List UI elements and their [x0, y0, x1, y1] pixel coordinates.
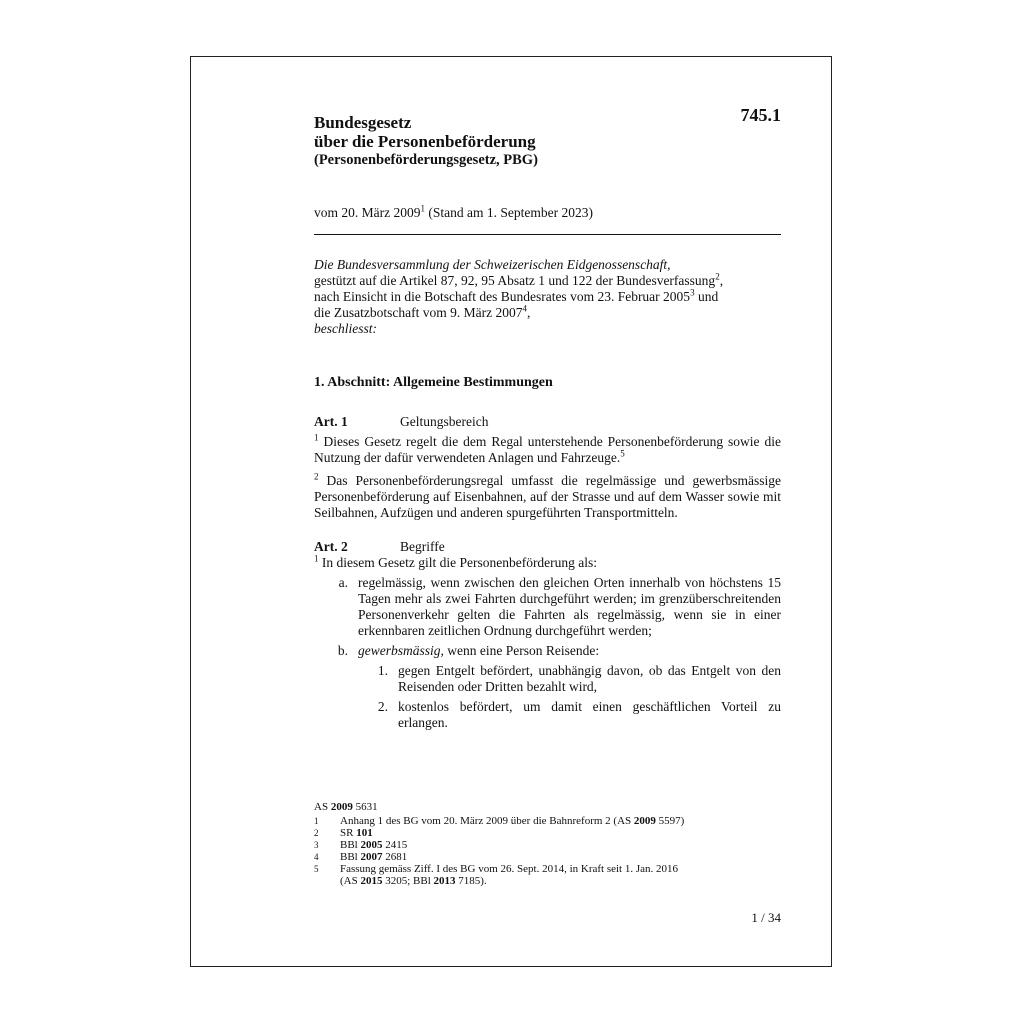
fn-bold: 2009: [633, 815, 656, 827]
fn-text: Anhang 1 des BG vom 20. März 2009 über die Bahnreform 2 (AS: [340, 815, 634, 827]
preamble: [314, 257, 781, 337]
paragraph-text: In diesem Gesetz gilt die Personenbeförderung als:: [318, 555, 598, 570]
defined-term: gewerbsmässig,: [358, 643, 444, 658]
footnote-text: [340, 815, 684, 827]
preamble-text: ,: [719, 273, 724, 288]
footnote-number: 4: [314, 852, 319, 862]
article-heading: [314, 539, 781, 555]
header-rule: [314, 234, 781, 235]
preamble-line: beschliesst:: [314, 321, 377, 336]
article-2: [314, 539, 781, 735]
preamble-line: [314, 273, 781, 289]
preamble-line: Die Bundesversammlung der Schweizerischen Eidgenossenschaft,: [314, 257, 671, 272]
document-page: [190, 56, 832, 967]
footnote-ref: 5: [620, 448, 625, 459]
footnote-text: [340, 839, 407, 851]
list-item: [314, 575, 781, 639]
footnote: [314, 815, 781, 827]
paragraph-text: Das Personenbeförderungsregal umfasst die regelmässige und gewerbsmässige Personenbeförderung auf Eisenbahnen, auf der Strasse und auf dem Wasser sowie mit Seilbahnen, Aufzügen und anderen spurgeführten Transportmitteln.: [314, 473, 781, 520]
page-number: 1 / 34: [751, 910, 781, 925]
fn-bold: 101: [356, 827, 373, 839]
fn-text: 2415: [382, 839, 408, 851]
article-title: Begriffe: [400, 539, 445, 554]
fn-bold: 2007: [360, 851, 383, 863]
article-number: Art. 2: [314, 539, 348, 554]
list-item: [358, 699, 781, 731]
footnote-number: 3: [314, 840, 319, 850]
fn-text: 2681: [382, 851, 408, 863]
footnote: [314, 863, 781, 887]
fn-text: SR: [340, 827, 357, 839]
fn-text: 5597): [655, 815, 685, 827]
list-text: regelmässig, wenn zwischen den gleichen Orten innerhalb von höchstens 15 Tagen mehr als zwei Fahrten durchgeführt werden; im grenzüberschreitenden Personenverkehr gelten die Fahrten als regelmässig, wenn sie in einer erkennbaren zeitlichen Ordnung durchgeführt werden;: [358, 575, 781, 638]
official-collection-ref: [314, 801, 378, 813]
fn-text: Fassung gemäss Ziff. I des BG vom 26. Sept. 2014, in Kraft seit 1. Jan. 2016: [340, 863, 679, 875]
paragraph: [314, 434, 781, 466]
fn-text: BBl: [340, 839, 361, 851]
list-marker: b.: [337, 643, 348, 658]
list-marker: a.: [338, 575, 348, 590]
fn-text: 3205; BBl: [382, 875, 434, 887]
list-item: [358, 663, 781, 695]
footnote: [314, 827, 781, 839]
footnote-text: [340, 827, 373, 839]
footnote-text: [340, 863, 678, 887]
footnote-ref: 2: [715, 271, 720, 282]
fn-text: 7185).: [455, 875, 487, 887]
article-title: Geltungsbereich: [400, 414, 489, 429]
list-marker: 2.: [377, 699, 388, 714]
fn-bold: 2013: [433, 875, 456, 887]
fn-text: BBl: [340, 851, 361, 863]
fn-bold: 2015: [360, 875, 383, 887]
law-title: [314, 113, 538, 170]
footnote-ref: 1: [420, 203, 425, 214]
paragraph-number: 2: [314, 471, 319, 482]
footnotes: [314, 815, 781, 887]
footnote-ref: 3: [690, 287, 695, 298]
footnote: [314, 851, 781, 863]
footnote-number: 5: [314, 864, 319, 874]
fn-bold: 2005: [360, 839, 383, 851]
as-label: AS: [314, 801, 331, 813]
footnote-number: 2: [314, 828, 319, 838]
section-heading: 1. Abschnitt: Allgemeine Bestimmungen: [314, 375, 553, 390]
title-short-name: (Personenbeförderungsgesetz, PBG): [314, 152, 538, 168]
footnote-number: 1: [314, 816, 319, 826]
fn-text: (AS: [340, 875, 361, 887]
paragraph-text: Dieses Gesetz regelt die dem Regal unterstehende Personenbeförderung sowie die Nutzung der dafür verwendeten Anlagen und Fahrzeuge.: [314, 434, 781, 465]
footnote: [314, 839, 781, 851]
date-text: vom 20. März 2009: [314, 205, 421, 220]
preamble-line: [314, 289, 781, 305]
preamble-line: [314, 305, 781, 321]
preamble-text: gestützt auf die Artikel 87, 92, 95 Absatz 1 und 122 der Bundesverfassung: [314, 273, 716, 288]
list-item: [314, 643, 781, 659]
article-number: Art. 1: [314, 414, 348, 429]
article-heading: [314, 414, 781, 430]
article-1: [314, 414, 781, 521]
paragraph-number: 1: [314, 432, 319, 443]
preamble-text: und: [694, 289, 719, 304]
law-date: [314, 205, 593, 221]
list-text: gegen Entgelt befördert, unabhängig davon, ob das Entgelt von den Reisenden oder Dritten bezahlt wird,: [398, 663, 781, 694]
status-text: (Stand am 1. September 2023): [424, 205, 593, 220]
footnote-ref: 4: [522, 303, 527, 314]
list-marker: 1.: [377, 663, 388, 678]
footnote-text: [340, 851, 407, 863]
as-page: 5631: [352, 801, 378, 813]
list-text-rest: wenn eine Person Reisende:: [443, 643, 600, 658]
preamble-text: nach Einsicht in die Botschaft des Bundesrates vom 23. Februar 2005: [314, 289, 691, 304]
preamble-text: ,: [526, 305, 531, 320]
preamble-text: die Zusatzbotschaft vom 9. März 2007: [314, 305, 523, 320]
sr-number: 745.1: [740, 105, 781, 125]
list-text: [358, 643, 781, 659]
paragraph-number: 1: [314, 553, 319, 564]
as-year: 2009: [330, 801, 353, 813]
title-line-1: Bundesgesetz: [314, 113, 412, 132]
list-text: kostenlos befördert, um damit einen geschäftlichen Vorteil zu erlangen.: [398, 699, 781, 730]
title-line-2: über die Personenbeförderung: [314, 132, 536, 151]
paragraph: [314, 555, 781, 571]
paragraph: [314, 473, 781, 521]
definition-list: [314, 575, 781, 731]
